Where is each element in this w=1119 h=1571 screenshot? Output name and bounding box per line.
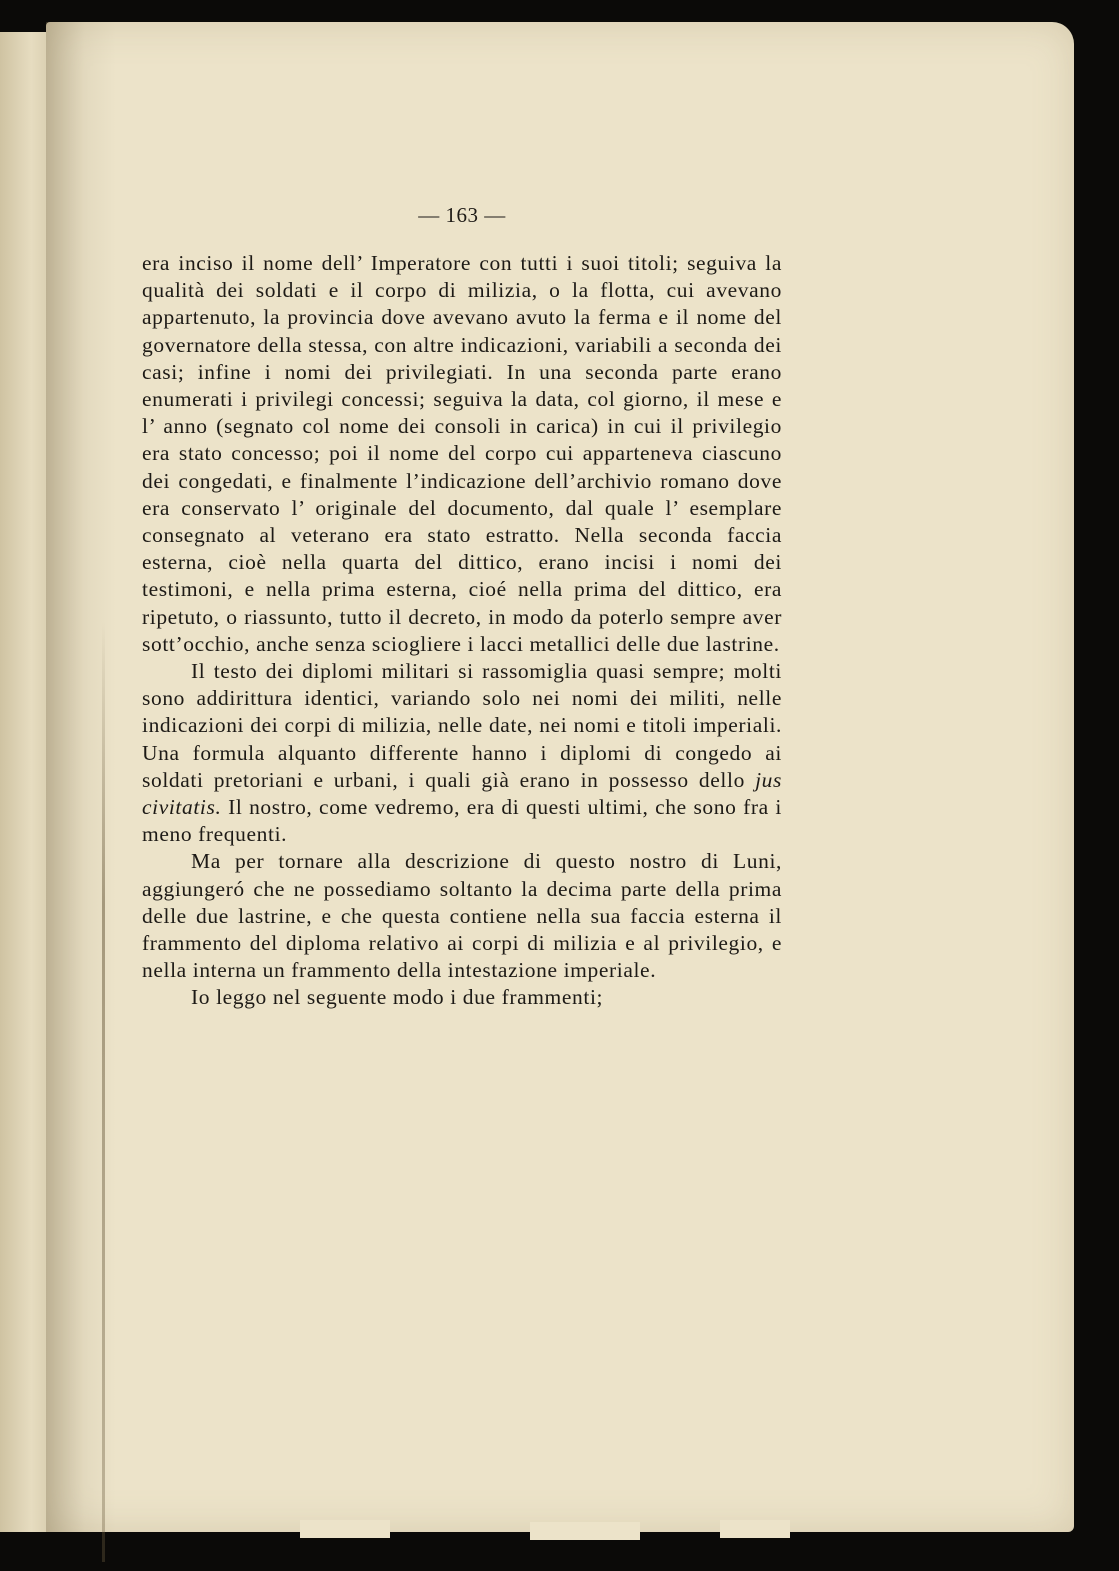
page-fold: [102, 622, 105, 1562]
page-number: — 163 —: [418, 203, 506, 227]
text-run: Il testo dei diplomi militari si rassomiglia quasi sempre; molti sono addirittura identici, variando solo nei nomi dei militi, nelle indicazioni dei corpi di milizia, nelle date, nei nomi e titoli imperiali. Una formula alquanto differente hanno i diplomi di congedo ai soldati pretoriani e urbani, i quali già erano in possesso dello: [142, 659, 782, 792]
torn-bottom-edge: [300, 1520, 820, 1544]
body-text: [142, 250, 782, 1012]
text-run: Ma per tornare alla descrizione di questo nostro di Luni, aggiungeró che ne possediamo soltanto la decima parte della prima delle due lastrine, e che questa contiene nella sua faccia esterna il frammento del diploma relativo ai corpi di milizia e al privilegio, e nella interna un frammento della intestazione imperiale.: [142, 849, 782, 983]
text-run: era inciso il nome dell’ Imperatore con tutti i suoi titoli; seguiva la qualità dei soldati e il corpo di milizia, o la flotta, cui avevano appartenuto, la provincia dove avevano avuto la ferma e il nome del governatore della stessa, con altre indicazioni, variabili a seconda dei casi; infine i nomi dei privilegiati. In una seconda parte erano enumerati i privilegi concessi; seguiva la data, col giorno, il mese e l’ anno (segnato col nome dei consoli in carica) in cui il privilegio era stato concesso; poi il nome del corpo cui apparteneva ciascuno dei congedati, e finalmente l’indicazione dell’archivio romano dove era conservato l’ originale del documento, dal quale l’ esemplare consegnato al veterano era stato estratto. Nella seconda faccia esterna, cioè nella quarta del dittico, erano incisi i nomi dei testimoni, e nella prima esterna, cioé nella prima del dittico, era ripetuto, o riassunto, tutto il decreto, in modo da poterlo sempre aver sott’occhio, anche senza sciogliere i lacci metallici delle due lastrine.: [142, 251, 782, 656]
torn-edge-piece: [300, 1520, 390, 1538]
gutter-shadow: [46, 22, 116, 1532]
paragraph: [142, 984, 782, 1011]
torn-edge-piece: [530, 1522, 640, 1540]
italic-phrase: jus civitatis.: [142, 767, 782, 820]
paragraph: [142, 848, 782, 984]
text-run: Io leggo nel seguente modo i due frammenti;: [191, 985, 604, 1010]
paragraph: [142, 658, 782, 848]
page-text-area: [142, 203, 782, 1012]
torn-edge-piece: [720, 1520, 790, 1538]
paragraph: [142, 250, 782, 658]
text-run: Il nostro, come vedremo, era di questi ultimi, che sono fra i meno frequenti.: [142, 795, 782, 847]
